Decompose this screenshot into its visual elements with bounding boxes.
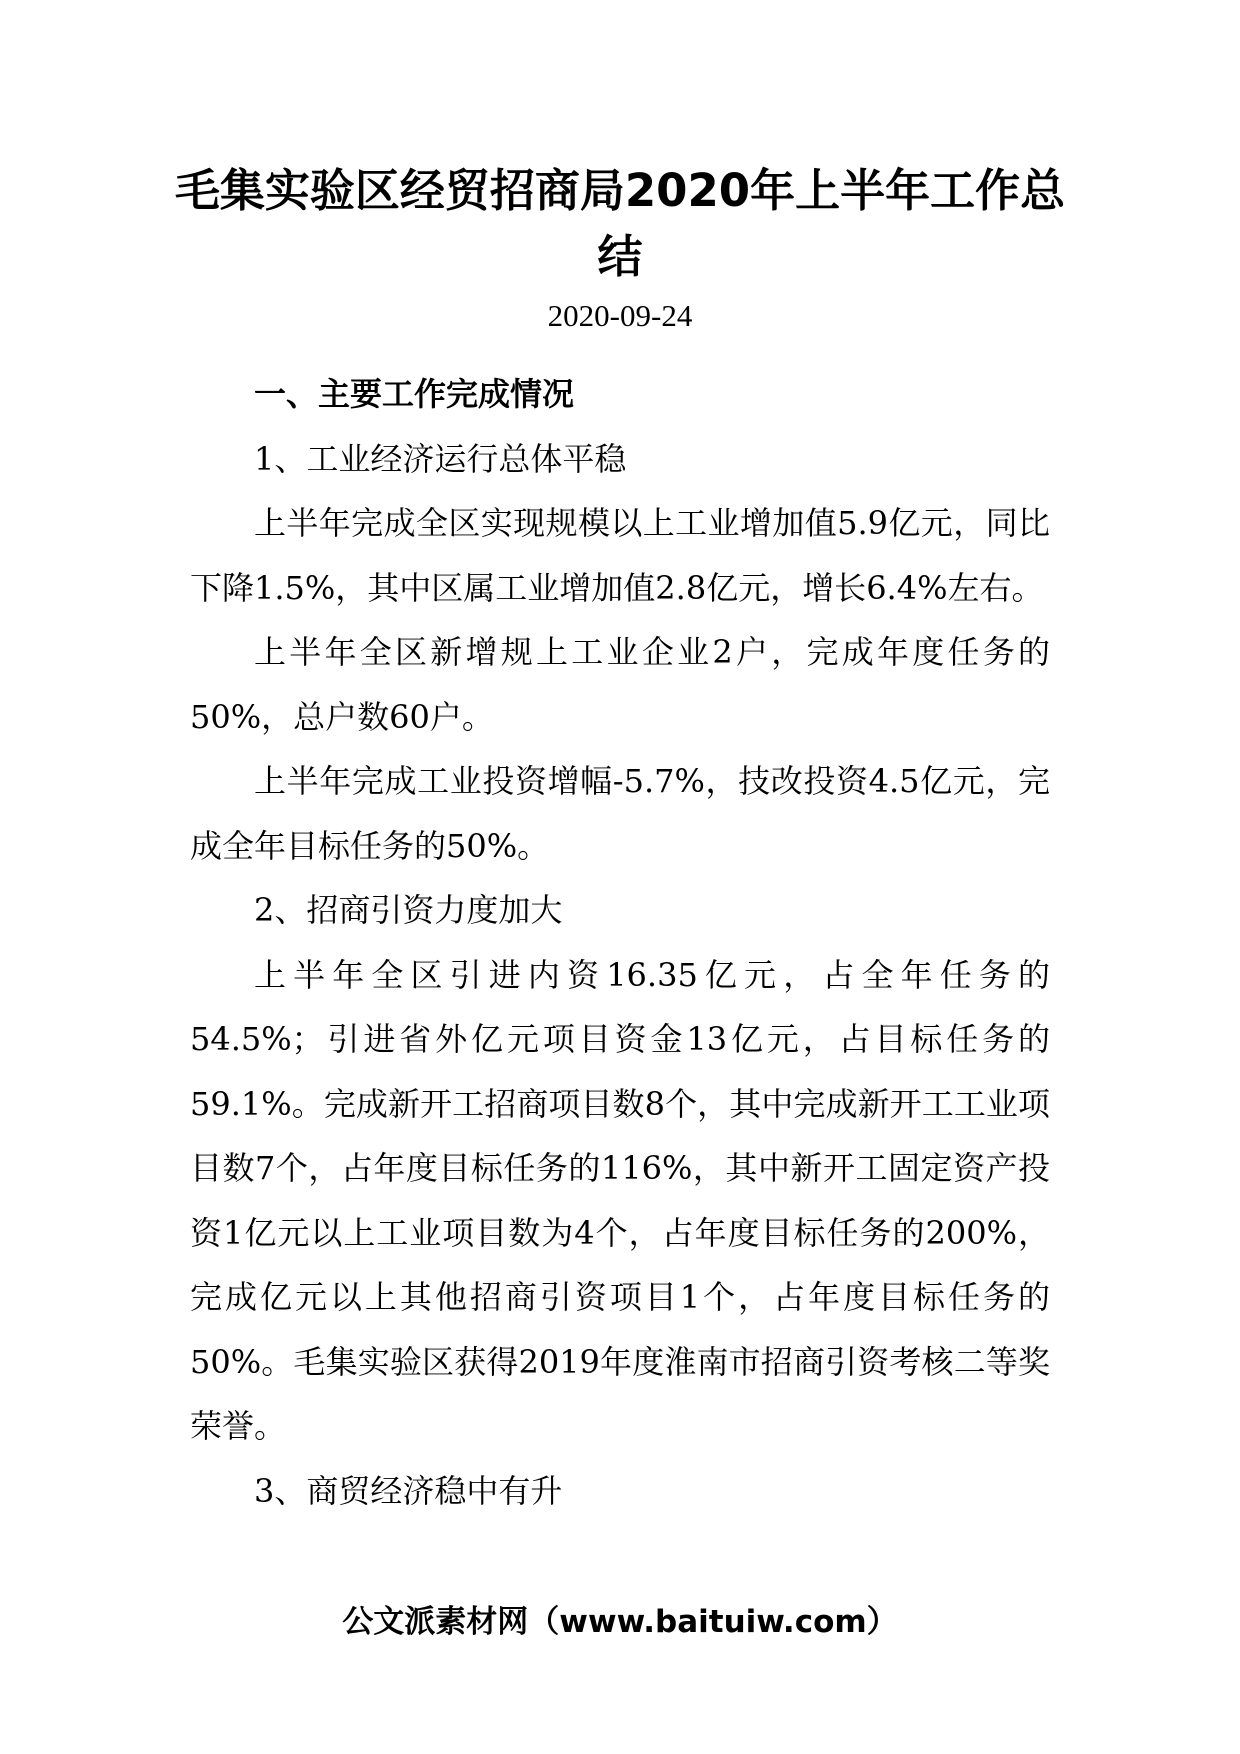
footer-source-text: 公文派素材网（www.baituiw.com） <box>342 1604 898 1640</box>
paragraph-new-enterprises: 上半年全区新增规上工业企业2户，完成年度任务的50%，总户数60户。 <box>190 633 1050 736</box>
section-heading-main-work: 一、主要工作完成情况 <box>254 375 575 413</box>
subheading-commerce-economy: 3、商贸经济稳中有升 <box>254 1471 563 1510</box>
document-body <box>190 362 1050 1523</box>
subheading-industrial-economy: 1、工业经济运行总体平稳 <box>254 439 627 478</box>
paragraph-industrial-investment: 上半年完成工业投资增幅-5.7%，技改投资4.5亿元，完成全年目标任务的50%。 <box>190 762 1050 865</box>
document-title: 毛集实验区经贸招商局2020年上半年工作总结 <box>174 164 1066 283</box>
document-date: 2020-09-24 <box>547 298 693 333</box>
paragraph-industrial-value-added: 上半年完成全区实现规模以上工业增加值5.9亿元，同比下降1.5%，其中区属工业增加值2.8亿元，增长6.4%左右。 <box>190 504 1050 607</box>
paragraph-investment-details: 上半年全区引进内资16.35亿元，占全年任务的54.5%；引进省外亿元项目资金13亿元，占目标任务的59.1%。完成新开工招商项目数8个，其中完成新开工工业项目数7个，占年度目标任务的116%，其中新开工固定资产投资1亿元以上工业项目数为4个，占年度目标任务的200%，完成亿元以上其他招商引资项目1个，占年度目标任务的50%。毛集实验区获得2019年度淮南市招商引资考核二等奖荣誉。 <box>190 955 1050 1445</box>
subheading-investment-attraction: 2、招商引资力度加大 <box>254 891 563 929</box>
